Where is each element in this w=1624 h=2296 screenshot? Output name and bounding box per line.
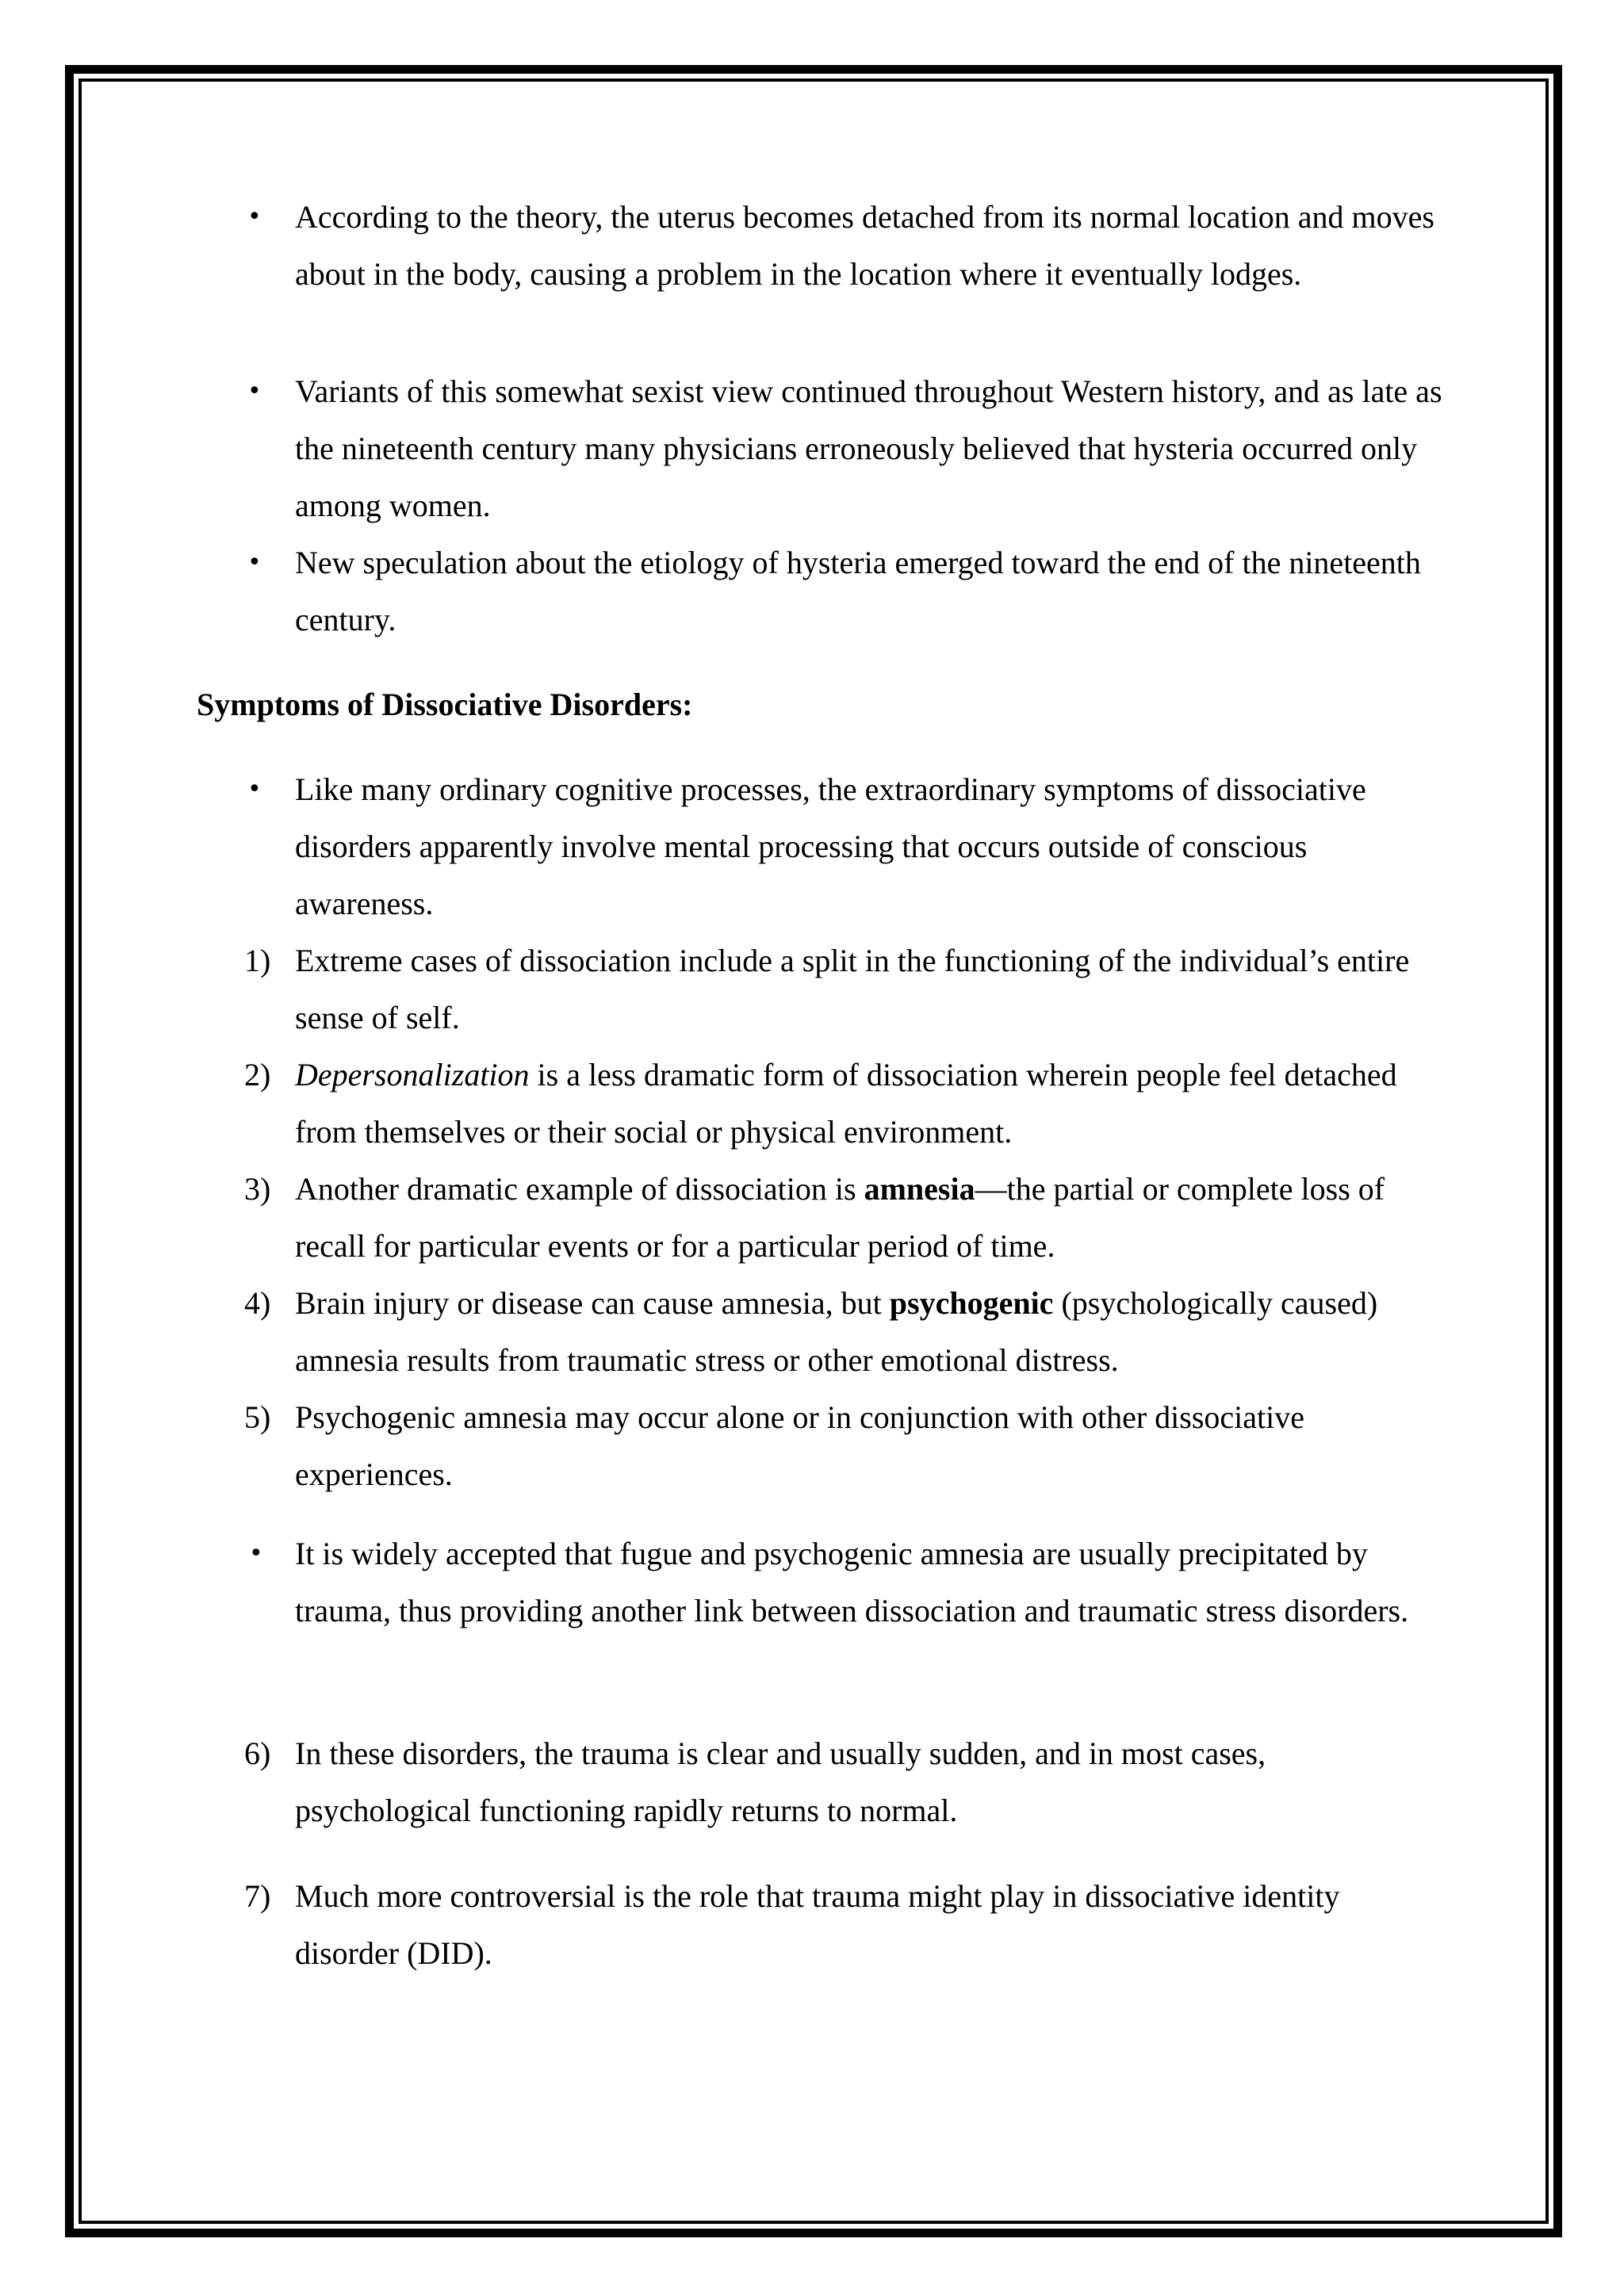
list-item-text: Extreme cases of dissociation include a split in the functioning of the individual’s entire sense of self.: [295, 943, 1410, 1035]
number-marker: 4): [244, 1285, 271, 1321]
numbered-item: [244, 1868, 1445, 1982]
list-item-text: Brain injury or disease can cause amnesia, but: [295, 1285, 890, 1321]
list-item-text: In these disorders, the trauma is clear and usually sudden, and in most cases, psychological functioning rapidly returns to normal.: [295, 1735, 1266, 1828]
list-item-text: Much more controversial is the role that trauma might play in dissociative identity disorder (DID).: [295, 1878, 1340, 1971]
list-item-text: is a less dramatic form of dissociation wherein people feel detached from themselves or their social or physical environment.: [295, 1057, 1397, 1150]
list-item-text: Psychogenic amnesia may occur alone or in conjunction with other dissociative experiences.: [295, 1399, 1304, 1492]
number-marker: 7): [244, 1878, 271, 1914]
bullet-marker: •: [247, 203, 262, 231]
list-item-text: It is widely accepted that fugue and psychogenic amnesia are usually precipitated by trauma, thus providing another link between dissociation and traumatic stress disorders.: [295, 1536, 1409, 1628]
numbered-item: [244, 1389, 1445, 1503]
numbered-item: [244, 932, 1445, 1047]
list-item-text: Like many ordinary cognitive processes, the extraordinary symptoms of dissociative disorders apparently involve mental processing that occurs outside of conscious awareness.: [295, 771, 1366, 921]
list-item-text: —the partial or complete loss of recall for particular events or for a particular period of time.: [295, 1171, 1385, 1264]
bullet-marker: •: [249, 1540, 263, 1567]
number-marker: 1): [244, 943, 271, 978]
list-item: [247, 534, 1445, 649]
numbered-item: [244, 1275, 1445, 1389]
list-item-text: New speculation about the etiology of hysteria emerged toward the end of the nineteenth century.: [295, 545, 1421, 637]
term-amnesia: amnesia: [864, 1171, 975, 1207]
list-item-text: According to the theory, the uterus becomes detached from its normal location and moves about in the body, causing a problem in the location where it eventually lodges.: [295, 199, 1434, 292]
list-item-text: (psychologically caused) amnesia results from traumatic stress or other emotional distress.: [295, 1285, 1378, 1378]
list-item-text: Another dramatic example of dissociation is: [295, 1171, 864, 1207]
term-psychogenic: psychogenic: [889, 1285, 1054, 1321]
numbered-item: [244, 1047, 1445, 1161]
numbered-item: [244, 1725, 1445, 1839]
list-item-text: Variants of this somewhat sexist view continued throughout Western history, and as late as the nineteenth century many physicians erroneously believed that hysteria occurred only among women.: [295, 373, 1442, 523]
list-item: [247, 189, 1445, 303]
number-marker: 5): [244, 1399, 271, 1435]
bullet-marker: •: [247, 549, 262, 576]
number-marker: 3): [244, 1171, 271, 1207]
section-heading: Symptoms of Dissociative Disorders:: [197, 687, 693, 722]
term-depersonalization: Depersonalization: [295, 1057, 530, 1093]
numbered-item: [244, 1161, 1445, 1275]
list-item: [249, 1525, 1445, 1640]
bullet-marker: •: [247, 775, 262, 803]
number-marker: 2): [244, 1057, 271, 1093]
list-item: [247, 761, 1445, 932]
list-item: [247, 363, 1445, 534]
bullet-marker: •: [247, 377, 262, 405]
number-marker: 6): [244, 1735, 271, 1771]
